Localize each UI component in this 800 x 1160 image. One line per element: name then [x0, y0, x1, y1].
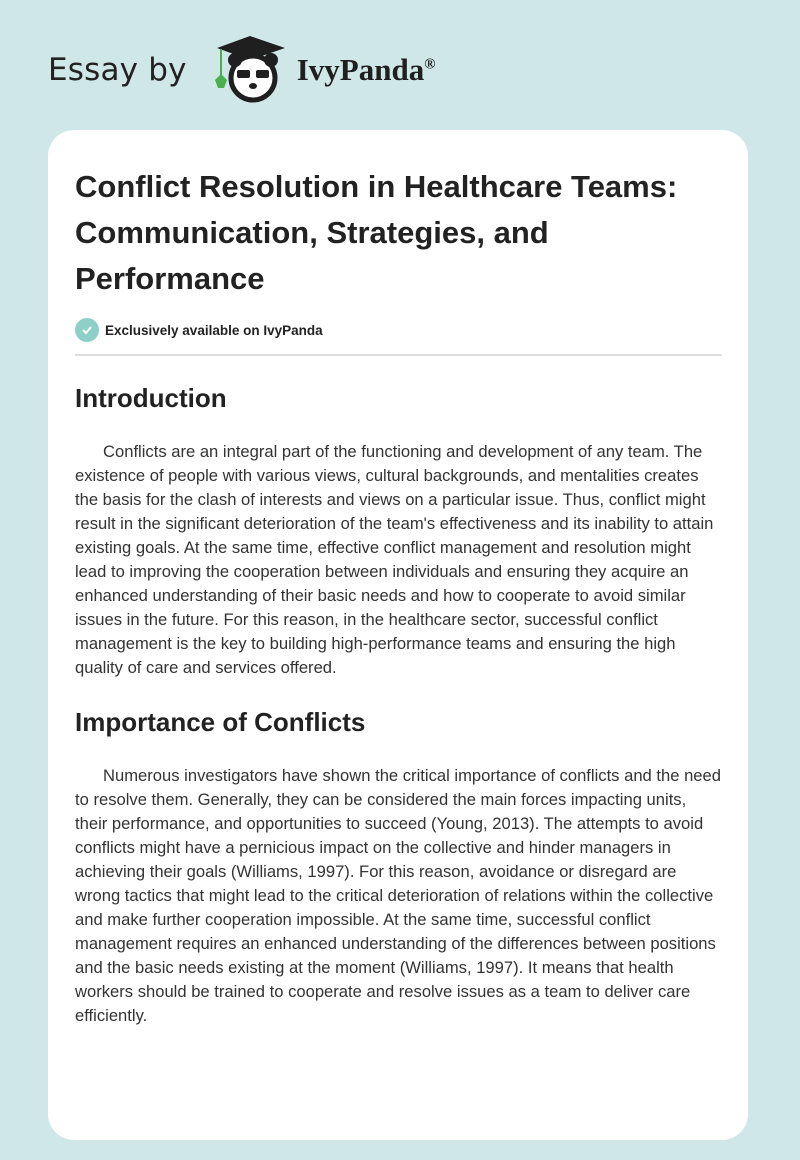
divider: [75, 354, 722, 356]
brand-name: IvyPanda®: [296, 52, 436, 87]
section-heading-introduction: Introduction: [75, 383, 227, 413]
brand-header: [48, 38, 435, 102]
section-paragraph-importance: Numerous investigators have shown the critical importance of conflicts and the need to resolve them. Generally, they can be considered the main forces impacting units, their performance, and opportunities to succeed (Young, 2013). The attempts to avoid conflicts might have a pernicious impact on the collective and hinder managers in achieving their goals (Williams, 1997). For this reason, avoidance or disregard are wrong tactics that might lead to the critical deterioration of relations within the collective and make further cooperation impossible. At the same time, successful conflict management requires an enhanced understanding of the differences between positions and the basic needs existing at the moment (Williams, 1997). It means that health workers should be trained to cooperate and resolve issues as a team to deliver care efficiently.: [75, 766, 721, 1025]
check-icon: [75, 318, 99, 342]
essay-card: [48, 130, 748, 1140]
exclusive-badge: [75, 318, 722, 342]
essay-title: Conflict Resolution in Healthcare Teams: Communication, Strategies, and Performance: [75, 169, 678, 296]
section-heading-importance: Importance of Conflicts: [75, 707, 366, 737]
exclusive-badge-text: Exclusively available on IvyPanda: [105, 322, 323, 338]
section-paragraph-introduction: Conflicts are an integral part of the functioning and development of any team. The existence of people with various views, cultural backgrounds, and mentalities creates the basis for the clash of interests and views on a particular issue. Thus, conflict might result in the significant deterioration of the team's effectiveness and its inability to attain existing goals. At the same time, effective conflict management and resolution might lead to improving the cooperation between individuals and ensuring they acquire an enhanced understanding of their basic needs and how to cooperate to avoid similar issues in the future. For this reason, in the healthcare sector, successful conflict management is the key to building high-performance teams and ensuring the high quality of care and services offered.: [75, 442, 714, 677]
panda-logo-icon: [207, 36, 293, 104]
essay-by-label: Essay by: [48, 52, 187, 88]
